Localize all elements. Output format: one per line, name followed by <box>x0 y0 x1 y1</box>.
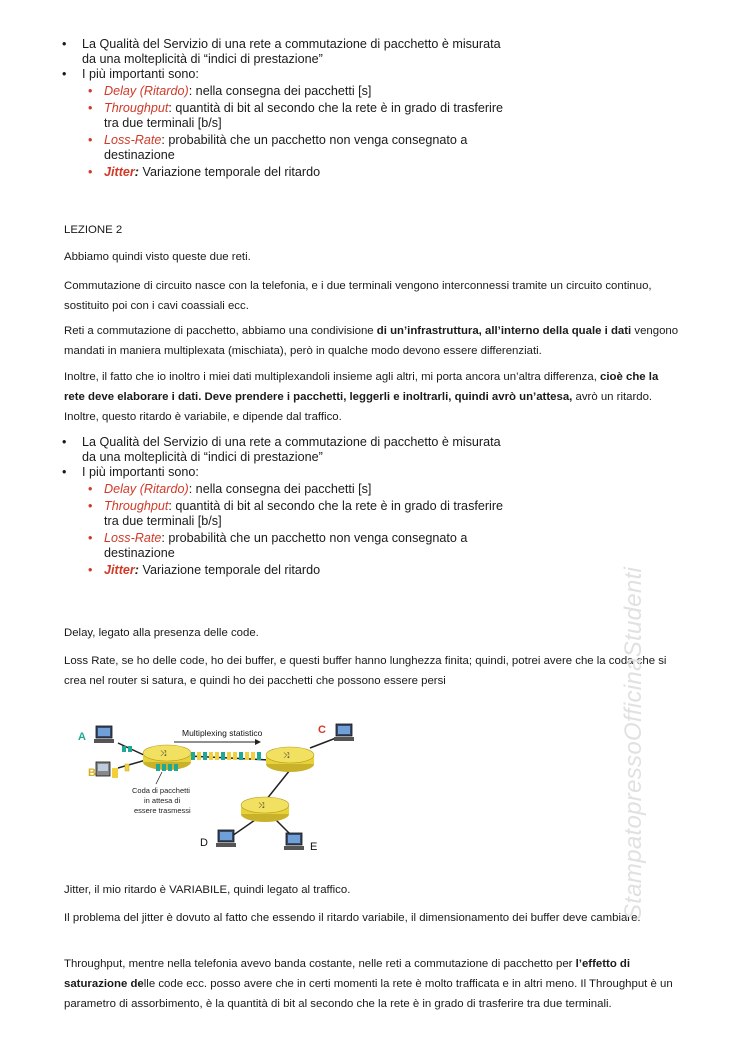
term-desc: nella consegna dei pacchetti [s] <box>192 84 372 98</box>
sub-item-jitter <box>62 165 532 180</box>
term-sep: : <box>168 101 172 115</box>
term-desc: probabilità che un pacchetto non venga consegnato a <box>164 531 468 545</box>
queue-caption-line1: Coda di pacchetti <box>132 786 190 795</box>
bullet-important <box>62 465 532 480</box>
host-label-a: A <box>78 731 86 743</box>
paragraph: Abbiamo quindi visto queste due reti. <box>64 251 251 263</box>
text-run: Throughput, mentre nella telefonia avevo banda costante, nelle reti a commutazione di pacchetto per <box>64 958 576 970</box>
router-left-icon <box>143 745 191 770</box>
term-desc-line2: tra due terminali [b/s] <box>104 116 222 130</box>
host-label-d: D <box>200 837 208 849</box>
sub-item-throughput <box>62 499 532 529</box>
host-label-b: B <box>88 767 96 779</box>
computer-a-icon <box>94 726 114 743</box>
queue-caption-line2: in attesa di <box>144 796 181 805</box>
term-desc: nella consegna dei pacchetti [s] <box>192 482 372 496</box>
sub-bullet-dot: • <box>88 531 93 545</box>
bullet-qos <box>62 37 532 67</box>
packet <box>125 764 129 771</box>
router-bottom-icon <box>241 797 289 822</box>
sub-bullet-dot: • <box>88 84 93 98</box>
bullet-dot: • <box>62 67 67 81</box>
bullet-dot: • <box>62 435 67 449</box>
paragraph: Jitter, il mio ritardo è VARIABILE, quindi legato al traffico. <box>64 884 351 896</box>
computer-b-icon <box>96 762 118 778</box>
svg-text:⤨: ⤨ <box>258 801 265 810</box>
sub-bullet-dot: • <box>88 499 93 513</box>
sub-bullet-dot: • <box>88 482 93 496</box>
term-throughput: Throughput <box>104 101 169 115</box>
slide-excerpt-middle <box>62 435 532 578</box>
term-desc: quantità di bit al secondo che la rete è in grado di trasferire <box>171 499 504 513</box>
computer-d-icon <box>216 830 236 847</box>
term-delay: Delay (Ritardo) <box>104 482 189 496</box>
term-sep: : <box>188 84 193 98</box>
link-router-c <box>310 738 336 748</box>
paragraph <box>64 367 680 427</box>
paragraph: Loss Rate, se ho delle code, ho dei buffer, e questi buffer hanno lunghezza finita; quindi, potrei avere che la coda che si crea nel router si satura, e quindi ho dei pacchetti che possono essere persi <box>64 655 667 687</box>
svg-text:⤨: ⤨ <box>283 751 290 760</box>
sub-item-delay <box>62 84 532 99</box>
text-run-bold: cioè che la rete deve elaborare i dati. Deve prendere i pacchetti, leggerli e inoltrarli, quindi avrò un’attesa, <box>64 371 659 403</box>
paragraph: Il problema del jitter è dovuto al fatto che essendo il ritardo variabile, il dimensionamento dei buffer deve cambiare. <box>64 912 641 924</box>
text-run-bold: l’effetto di saturazione de <box>64 958 631 990</box>
paragraph <box>64 321 680 361</box>
term-sep: : <box>168 499 172 513</box>
queue-caption-line3: essere trasmessi <box>134 806 191 815</box>
term-loss-rate: Loss-Rate <box>104 133 162 147</box>
computer-c-icon <box>334 724 354 741</box>
slide-excerpt-top <box>62 37 532 180</box>
packet <box>128 746 132 752</box>
svg-text:⤨: ⤨ <box>160 749 167 758</box>
sub-bullet-dot: • <box>88 563 93 577</box>
term-desc: probabilità che un pacchetto non venga consegnato a <box>164 133 468 147</box>
link-router-router-down <box>266 770 290 800</box>
term-sep: : <box>134 165 139 179</box>
term-desc: Variazione temporale del ritardo <box>139 165 321 179</box>
sub-bullet-dot: • <box>88 165 93 179</box>
section-heading: LEZIONE 2 <box>64 224 123 236</box>
term-delay: Delay (Ritardo) <box>104 84 189 98</box>
text-run: avrò un ritardo. Inoltre, questo ritardo è variabile, e dipende dal traffico. <box>64 391 653 423</box>
term-loss-rate: Loss-Rate <box>104 531 162 545</box>
text-run: lle code ecc. posso avere che in certi momenti la rete è molto trafficata e in altri meno. Il Throughput è un parametro di assorbimento, è la quantità di bit al secondo che la rete è in grado di trasferire tra due terminali. <box>64 978 673 1010</box>
packet <box>122 746 126 752</box>
host-label-e: E <box>310 841 318 853</box>
paragraph: Commutazione di circuito nasce con la telefonia, e i due terminali vengono interconnessi tramite un circuito continuo, sostituito poi con i cavi coassiali ecc. <box>64 280 652 312</box>
term-jitter: Jitter <box>104 563 135 577</box>
term-sep: : <box>161 531 165 545</box>
sub-item-jitter <box>62 563 532 578</box>
bullet-dot: • <box>62 37 67 51</box>
sub-item-delay <box>62 482 532 497</box>
term-throughput: Throughput <box>104 499 169 513</box>
term-desc-line2: tra due terminali [b/s] <box>104 514 222 528</box>
router-right-icon <box>266 747 314 772</box>
bullet-text: I più importanti sono: <box>82 465 199 479</box>
term-jitter: Jitter <box>104 165 135 179</box>
term-desc-line2: destinazione <box>104 546 175 560</box>
bullet-text-line2: da una molteplicità di “indici di prestazione” <box>82 450 323 464</box>
text-run-bold: di un’infrastruttura, all’interno della quale i dati <box>376 325 632 337</box>
bullet-text: I più importanti sono: <box>82 67 199 81</box>
bullet-important <box>62 67 532 82</box>
term-sep: : <box>188 482 193 496</box>
term-desc: Variazione temporale del ritardo <box>139 563 321 577</box>
paragraph: Delay, legato alla presenza delle code. <box>64 627 259 639</box>
paragraph <box>64 954 680 1014</box>
sub-item-loss-rate <box>62 133 532 163</box>
text-run: Reti a commutazione di pacchetto, abbiamo una condivisione <box>64 325 377 337</box>
network-diagram <box>70 708 370 868</box>
multiplexing-label: Multiplexing statistico <box>182 728 263 738</box>
sub-item-loss-rate <box>62 531 532 561</box>
bullet-dot: • <box>62 465 67 479</box>
sub-bullet-dot: • <box>88 101 93 115</box>
bullet-text-line1: La Qualità del Servizio di una rete a commutazione di pacchetto è misurata <box>82 37 501 51</box>
term-desc-line2: destinazione <box>104 148 175 162</box>
caption-pointer <box>156 772 162 784</box>
bullet-qos <box>62 435 532 465</box>
host-label-c: C <box>318 724 326 736</box>
computer-e-icon <box>284 833 304 850</box>
bullet-text-line1: La Qualità del Servizio di una rete a commutazione di pacchetto è misurata <box>82 435 501 449</box>
term-sep: : <box>161 133 165 147</box>
term-desc: quantità di bit al secondo che la rete è in grado di trasferire <box>171 101 504 115</box>
bullet-text-line2: da una molteplicità di “indici di prestazione” <box>82 52 323 66</box>
watermark: StampatopressoOfficinaStudenti <box>620 566 647 920</box>
term-sep: : <box>134 563 139 577</box>
sub-item-throughput <box>62 101 532 131</box>
arrow-head-icon <box>255 739 261 745</box>
text-run: vengono mandati in maniera multiplexata (mischiata), però in qualche modo devono essere differenziati. <box>64 325 679 357</box>
text-run: Inoltre, il fatto che io inoltro i miei dati multiplexandoli insieme agli altri, mi porta ancora un’altra differenza, <box>64 371 601 383</box>
link-b-router <box>118 760 146 768</box>
link-router-d <box>232 820 255 836</box>
sub-bullet-dot: • <box>88 133 93 147</box>
